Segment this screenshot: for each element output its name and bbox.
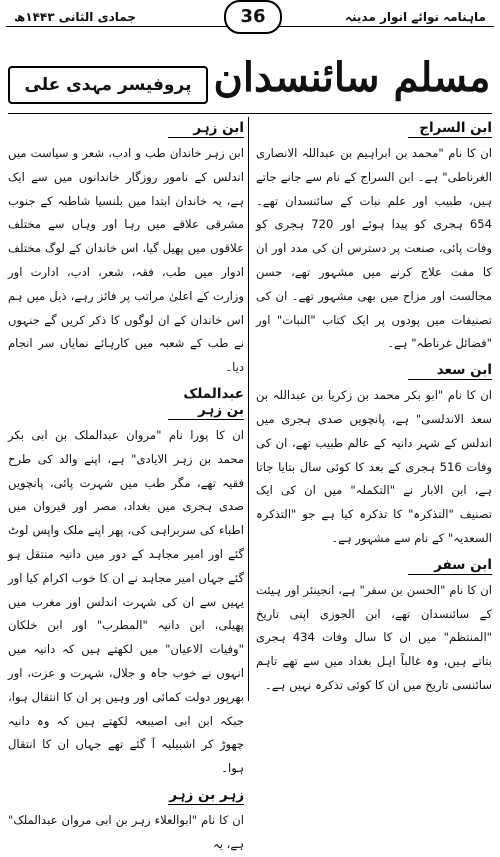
section-heading: ابن زہر: [168, 120, 244, 138]
section-ibn-zuhr: [8, 120, 244, 380]
article-title: مسلم سائنسدان: [213, 54, 491, 101]
section-abdul-malik-ibn-zuhr: [8, 386, 244, 781]
section-ibn-al-sarraj: [256, 120, 492, 356]
section-heading: عبدالملک بن زہر: [168, 386, 244, 420]
section-text: ابن زہر خاندان طب و ادب، شعر و سیاست میں اندلس کے نامور روزگار خاندانوں میں سے ایک ہے، یہ خاندان ابتدا میں بلنسیا شاطبہ کے جنوب مشرقی علاقے میں رہا اور وہاں سے مختلف علاقوں میں پھیل گیا، اس خاندان کے لوگ مختلف ادوار میں طب، فقہ، شعر، ادب، ادارت اور وزارت کے اعلیٰ مراتب پر فائز رہے، ذیل میں ہم اس خاندان کے ان لوگوں کا ذکر کریں گے جنہوں نے طب کے شعبہ میں کارہائے نمایاں سر انجام دیا۔: [8, 146, 244, 375]
author-name: پروفیسر مہدی علی: [8, 66, 208, 104]
column-divider: [248, 117, 249, 701]
section-text: ان کا نام "ابوالعلاء زہر بن ابی مروان عبدالملک" ہے، یہ: [8, 812, 244, 851]
section-text: ان کا نام "ابو بکر محمد بن زکریا بن عبداللہ بن سعد الاندلسی" ہے، پانچویں صدی ہجری میں اندلس کے شہر دانیہ کے عالم طبیب تھے، ان کی وفات 516 ہجری کے بعد کا کوئی سال بتایا جاتا ہے، ابن الابار نے "التکملہ" میں ان کی ایک تصنیف "التذکرہ" کا تذکرہ کیا ہے جو "التذکرہ السعدیہ" کے نام سے مشہور ہے۔: [256, 388, 493, 545]
section-text: ان کا نام "محمد بن ابراہیم بن عبداللہ الانصاری الغرناطی" ہے۔ ابن السراج کے نام سے جانے جاتے ہیں، طبیب اور علم نبات کے سائنسدان تھے۔ 654 ہجری کو پیدا ہوئے اور 720 ہجری کو وفات پائی، صنعت پر دسترس ان کی مدد اور ان کا مفت علاج کرنے میں مشہور تھے، حسن مجالست اور مزاح میں بھی مشہور تھے۔ ان کی تصنیفات میں پودوں پر ایک کتاب "النبات" اور "فضائل غرناطہ" ہے۔: [256, 146, 492, 351]
section-zuhr-ibn-zuhr: [8, 787, 244, 857]
section-text: ان کا نام "الحسن بن سفر" ہے، انجینئر اور ہیئت کے سائنسدان تھے، ابن الجوزی اپنی تاریخ "المنتظم" میں ان کا سال وفات 434 ہجری بتاتے ہیں، وہ غالباً اہل بغداد میں سے تھے تاہم سائنسی تاریخ میں ان کا کوئی تذکرہ نہیں ہے۔: [256, 582, 492, 692]
right-column: [256, 118, 492, 704]
section-text: ان کا پورا نام "مروان عبدالملک بن ابی بکر محمد بن زہر الایادی" ہے، اپنے والد کی طرح فقیہ تھے، مگر طب میں شہرت پائی، پانچویں صدی ہجری میں بغداد، مصر اور قیروان میں اطباء کی سربراہی کی، پھر اپنے ملک واپس لوٹ گئے اور امیر مجاہد کے دور میں دانیہ منتقل ہو گئے جہاں امیر مجاہد نے ان کا خوب اکرام کیا اور یہیں سے ان کی شہرت اندلس اور مغرب میں پھیلی، ابن دانیہ "المطرب" اور ابن خلکان "وفیات الاعیان" میں لکھتے ہیں کہ دانیہ میں انہوں نے خوب جاہ و جلال، شہرت و عزت، اور بھرپور دولت کمائی اور وہیں پر ان کا انتقال ہوا، جبکہ ابن ابی اصیبعہ لکھتے ہیں کہ وہ دانیہ چھوڑ کر اشبیلیہ آ گئے تھے جہاں ان کا انتقال ہوا۔: [8, 427, 244, 776]
section-ibn-safar: [256, 557, 492, 698]
header-magazine-name: ماہنامہ نوائے انوار مدینہ: [344, 10, 486, 24]
page-number: 36: [224, 0, 282, 34]
section-heading: ابن السراج: [408, 120, 492, 138]
title-divider: [8, 113, 492, 114]
section-ibn-saad: [256, 362, 492, 551]
section-heading: ابن سعد: [408, 362, 492, 380]
header-date: جمادی الثانی ۱۴۴۳ھ: [14, 10, 136, 24]
section-heading: زہر بن زہر: [169, 786, 244, 803]
section-heading: ابن سفر: [408, 557, 492, 575]
left-column: [8, 118, 244, 857]
